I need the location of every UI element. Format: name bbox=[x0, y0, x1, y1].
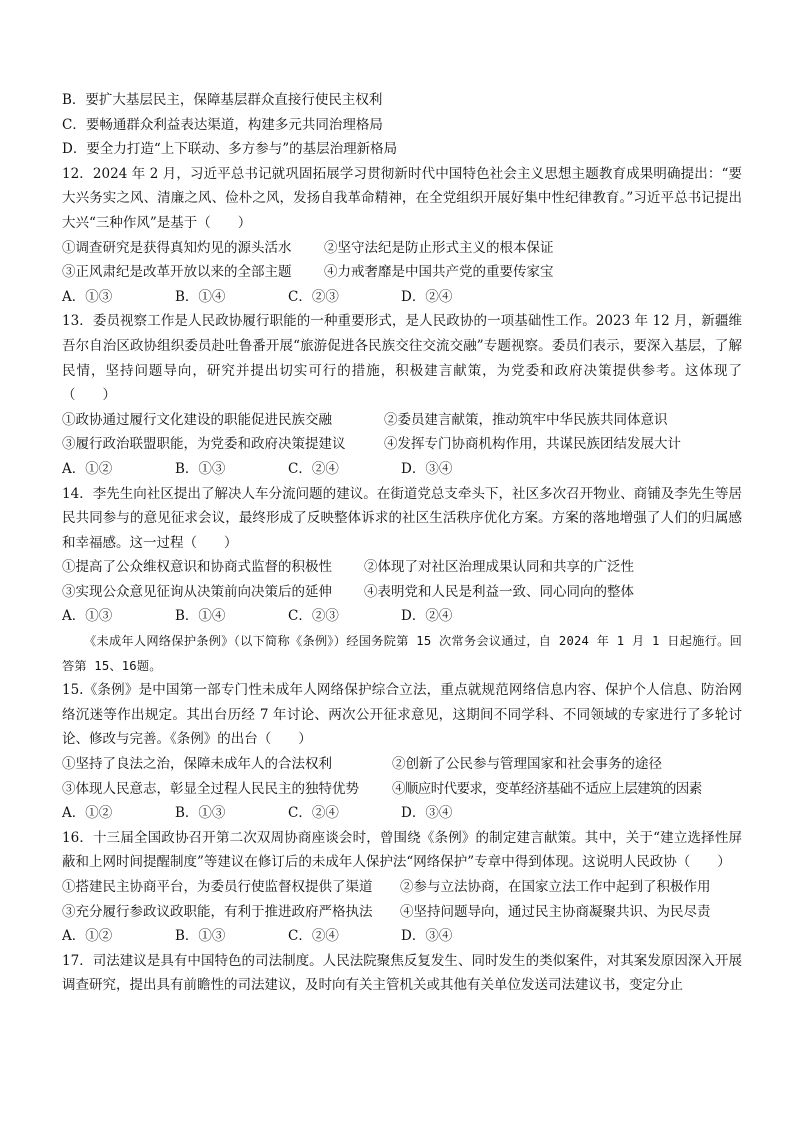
q12-statements-row1 bbox=[62, 236, 742, 261]
q15-statement-3: ③体现人民意志，彰显全过程人民民主的独特优势 bbox=[62, 780, 359, 797]
q17-stem: 17．司法建议是具有中国特色的司法制度。人民法院聚焦反复发生、同时发生的类似案件，对其案发原因深入开展调查研究，提出具有前瞻性的司法建议，及时向有关主管机关或其他有关单位发送司法建议书，变定分止 bbox=[62, 952, 742, 994]
q13-statement-4: ④发挥专门协商机构作用，共谋民族团结发展大计 bbox=[384, 436, 681, 453]
q13-option-c[interactable]: C．②④ bbox=[288, 460, 339, 477]
q16-option-b[interactable]: B．①③ bbox=[175, 928, 226, 945]
q16-options bbox=[62, 924, 742, 949]
q12-option-d[interactable]: D．②④ bbox=[401, 288, 453, 305]
question-17 bbox=[62, 949, 742, 998]
q12-option-c[interactable]: C．②③ bbox=[288, 288, 339, 305]
q14-option-c[interactable]: C．②③ bbox=[288, 608, 339, 625]
q15-option-d[interactable]: D．③④ bbox=[401, 805, 453, 822]
q14-statement-3: ③实现公众意见征询从决策前向决策后的延伸 bbox=[62, 583, 332, 600]
q15-option-a[interactable]: A．①② bbox=[62, 805, 113, 822]
q11-option-c: C．要畅通群众利益表达渠道，构建多元共同治理格局 bbox=[62, 116, 383, 133]
q14-statements-row2 bbox=[62, 580, 742, 605]
q14-statement-2: ②体现了对社区治理成果认同和共享的广泛性 bbox=[364, 559, 634, 576]
q13-statement-2: ②委员建言献策，推动筑牢中华民族共同体意识 bbox=[384, 411, 668, 428]
q15-statement-4: ④顺应时代要求，变革经济基础不适应上层建筑的因素 bbox=[392, 780, 702, 797]
q15-option-b[interactable]: B．①③ bbox=[175, 805, 226, 822]
q16-option-d[interactable]: D．③④ bbox=[401, 928, 453, 945]
q16-statement-4: ④坚持问题导向，通过民主协商凝聚共识、为民尽责 bbox=[400, 903, 711, 920]
q14-option-d[interactable]: D．②④ bbox=[401, 608, 453, 625]
q14-options bbox=[62, 604, 742, 629]
q14-option-b[interactable]: B．①④ bbox=[175, 608, 226, 625]
q14-option-a[interactable]: A．①③ bbox=[62, 608, 113, 625]
q12-statements-row2 bbox=[62, 260, 742, 285]
q16-stem: 16．十三届全国政协召开第二次双周协商座谈会时，曾围绕《条例》的制定建言献策。其中，关于“建立选择性屏蔽和上网时间提醒制度”等建议在修订后的未成年人保护法“网络保护”专章中得到体现。这说明人民政协（ ） bbox=[62, 829, 742, 871]
q14-statement-1: ①提高了公众维权意识和协商式监督的积极性 bbox=[62, 559, 332, 576]
q12-option-a[interactable]: A．①③ bbox=[62, 288, 113, 305]
q12-statement-4: ④力戒奢靡是中国共产党的重要传家宝 bbox=[324, 264, 554, 281]
q15-statement-1: ①坚持了良法之治，保障未成年人的合法权利 bbox=[62, 756, 332, 773]
q12-options bbox=[62, 285, 742, 310]
question-12 bbox=[62, 162, 742, 310]
q16-statements-row2 bbox=[62, 900, 742, 925]
q11-option-b: B．要扩大基层民主，保障基层群众直接行使民主权利 bbox=[62, 92, 383, 108]
q15-stem: 15.《条例》是中国第一部专门性未成年人网络保护综合立法，重点就规范网络信息内容、保护个人信息、防治网络沉迷等作出规定。其出台历经 7 年讨论、两次公开征求意见，这期间不同学科、不同领域的专家进行了多轮讨论、修改与完善。《条例》的出台（ ） bbox=[62, 682, 742, 748]
question-13 bbox=[62, 309, 742, 481]
material-note: 《未成年人网络保护条例》（以下简称《条例》）经国务院第 15 次常务会议通过，自 2024 年 1 月 1 日起施行。回答第 15、16题。 bbox=[62, 634, 742, 673]
q15-statement-2: ②创新了公民参与管理国家和社会事务的途径 bbox=[392, 756, 662, 773]
q13-statements-row2 bbox=[62, 432, 742, 457]
q12-statement-3: ③正风肃纪是改革开放以来的全部主题 bbox=[62, 264, 292, 281]
q16-statements-row1 bbox=[62, 875, 742, 900]
q12-statement-2: ②坚守法纪是防止形式主义的根本保证 bbox=[324, 239, 554, 256]
q14-statements-row1 bbox=[62, 555, 742, 580]
question-15 bbox=[62, 678, 742, 826]
q13-option-b[interactable]: B．①③ bbox=[175, 460, 226, 477]
q11-option-d: D．要全力打造“上下联动、多方参与”的基层治理新格局 bbox=[62, 141, 398, 158]
question-14 bbox=[62, 482, 742, 630]
q13-option-d[interactable]: D．③④ bbox=[401, 460, 453, 477]
q14-stem: 14．李先生向社区提出了解决人车分流问题的建议。在街道党总支牵头下，社区多次召开物业、商铺及李先生等居民共同参与的意见征求会议，最终形成了反映整体诉求的社区生活秩序优化方案。方案的落地增强了人们的归属感和幸福感。这一过程（ ） bbox=[62, 485, 742, 551]
q12-statement-1: ①调查研究是获得真知灼见的源头活水 bbox=[62, 239, 292, 256]
q16-option-a[interactable]: A．①② bbox=[62, 928, 113, 945]
q13-statement-1: ①政协通过履行文化建设的职能促进民族交融 bbox=[62, 411, 332, 428]
question-16 bbox=[62, 826, 742, 949]
q15-statements-row1 bbox=[62, 752, 742, 777]
q15-options bbox=[62, 801, 742, 826]
q13-option-a[interactable]: A．①② bbox=[62, 460, 113, 477]
q13-options bbox=[62, 457, 742, 482]
exam-page bbox=[62, 88, 742, 998]
q13-stem: 13．委员视察工作是人民政协履行职能的一种重要形式，是人民政协的一项基础性工作。2023 年 12 月，新疆维吾尔自治区政协组织委员赴吐鲁番开展“旅游促进各民族交往交流交融”专题视察。委员们表示，要深入基层，了解民情，坚持问题导向，研究并提出切实可行的措施，积极建言献策，为党委和政府决策提供参考。这体现了（ ） bbox=[62, 313, 742, 404]
q14-statement-4: ④表明党和人民是利益一致、同心同向的整体 bbox=[364, 583, 634, 600]
q16-option-c[interactable]: C．②④ bbox=[288, 928, 339, 945]
q16-statement-3: ③充分履行参政议政职能，有利于推进政府严格执法 bbox=[62, 903, 373, 920]
q15-option-c[interactable]: C．②④ bbox=[288, 805, 339, 822]
q12-option-b[interactable]: B．①④ bbox=[175, 288, 226, 305]
q12-stem: 12．2024 年 2 月，习近平总书记就巩固拓展学习贯彻新时代中国特色社会主义思想主题教育成果明确提出：“要大兴务实之风、清廉之风、俭朴之风，发扬自我革命精神，在全党组织开展好集中性纪律教育。”习近平总书记提出大兴“三种作风”是基于（ ） bbox=[62, 165, 742, 231]
q15-statements-row2 bbox=[62, 777, 742, 802]
q16-statement-2: ②参与立法协商，在国家立法工作中起到了积极作用 bbox=[400, 879, 711, 895]
q16-statement-1: ①搭建民主协商平台，为委员行使监督权提供了渠道 bbox=[62, 879, 373, 895]
q13-statements-row1 bbox=[62, 408, 742, 433]
q13-statement-3: ③履行政治联盟职能，为党委和政府决策提建议 bbox=[62, 436, 346, 453]
